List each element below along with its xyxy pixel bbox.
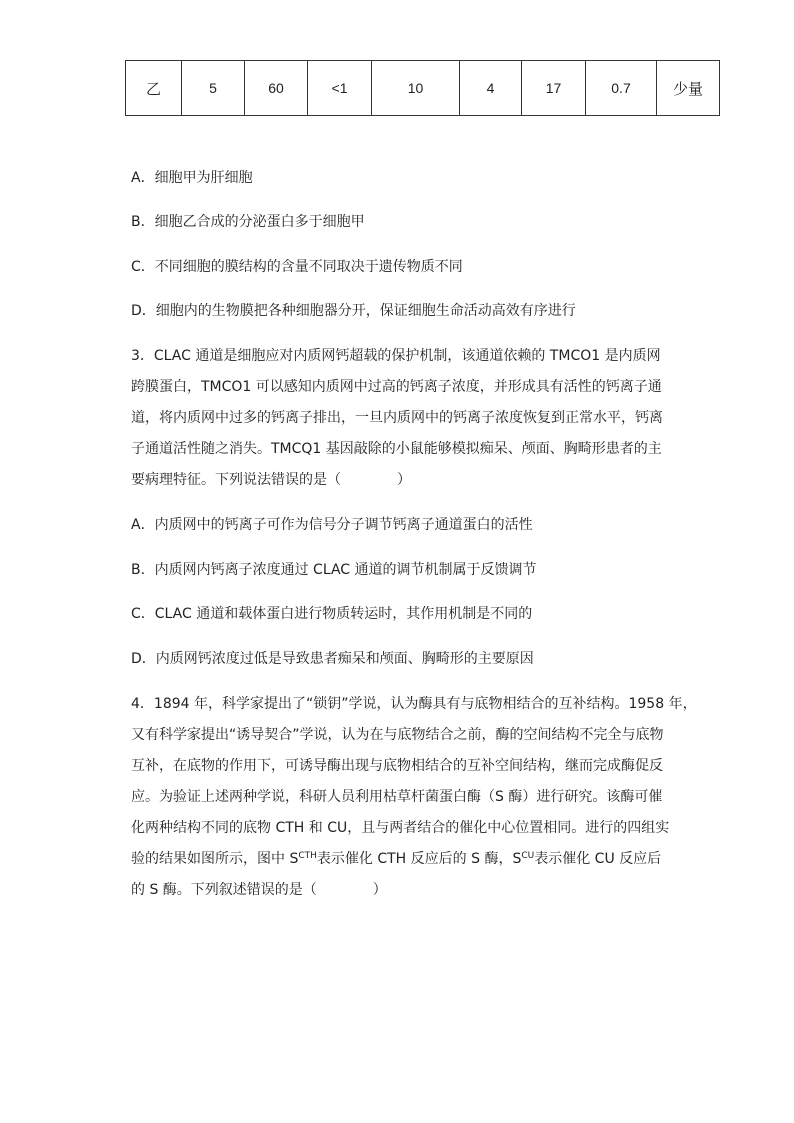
q3-stem-line: 跨膜蛋白，TMCO1 可以感知内质网中过高的钙离子浓度，并形成具有活性的钙离子通 — [131, 379, 662, 395]
table-cell: 少量 — [657, 61, 720, 116]
table-cell: 5 — [182, 61, 245, 116]
superscript-cu: CU — [521, 851, 535, 861]
table-row — [126, 61, 720, 116]
table-cell: 10 — [372, 61, 460, 116]
table-cell: 17 — [522, 61, 586, 116]
table-cell: 4 — [460, 61, 522, 116]
q4-stem-line — [131, 849, 661, 869]
q3-stem-line: 道，将内质网中过多的钙离子排出，一旦内质网中的钙离子浓度恢复到正常水平，钙离 — [131, 410, 663, 426]
q4-stem-line: 应。为验证上述两种学说，科研人员利用枯草杆菌蛋白酶（S 酶）进行研究。该酶可催 — [131, 789, 663, 805]
data-table — [125, 60, 720, 116]
q4-stem-line: 互补，在底物的作用下，可诱导酶出现与底物相结合的互补空间结构，继而完成酶促反 — [131, 758, 663, 774]
q4-line6-text: 验的结果如图所示，图中 S — [131, 851, 299, 867]
q3-stem-line: 要病理特征。下列说法错误的是（ ） — [131, 472, 411, 488]
q2-option-d: D．细胞内的生物膜把各种细胞器分开，保证细胞生命活动高效有序进行 — [131, 303, 576, 319]
q4-stem-line: 化两种结构不同的底物 CTH 和 CU，且与两者结合的催化中心位置相同。进行的四组实 — [131, 820, 670, 836]
q2-option-b: B．细胞乙合成的分泌蛋白多于细胞甲 — [131, 214, 365, 230]
q4-line6-text: 表示催化 CTH 反应后的 S 酶，S — [316, 851, 522, 867]
q3-option-b: B．内质网内钙离子浓度通过 CLAC 通道的调节机制属于反馈调节 — [131, 562, 537, 578]
table-cell: 60 — [245, 61, 308, 116]
superscript-cth: CTH — [298, 851, 317, 861]
q3-option-a: A．内质网中的钙离子可作为信号分子调节钙离子通道蛋白的活性 — [131, 517, 533, 533]
q4-stem-line: 又有科学家提出“诱导契合”学说，认为在与底物结合之前，酶的空间结构不完全与底物 — [131, 727, 664, 743]
q3-option-c: C．CLAC 通道和载体蛋白进行物质转运时，其作用机制是不同的 — [131, 606, 533, 622]
table-cell: <1 — [308, 61, 372, 116]
q4-stem-line: 4．1894 年，科学家提出了“锁钥”学说，认为酶具有与底物相结合的互补结构。1958 年， — [131, 696, 697, 712]
q3-stem-line: 子通道活性随之消失。TMCQ1 基因敲除的小鼠能够模拟痴呆、颅面、胸畸形患者的主 — [131, 441, 662, 457]
table-cell: 0.7 — [586, 61, 657, 116]
q4-stem-line: 的 S 酶。下列叙述错误的是（ ） — [131, 882, 387, 898]
q4-line6-text: 表示催化 CU 反应后 — [534, 851, 662, 867]
q2-option-c: C．不同细胞的膜结构的含量不同取决于遗传物质不同 — [131, 259, 463, 275]
q3-option-d: D．内质网钙浓度过低是导致患者痴呆和颅面、胸畸形的主要原因 — [131, 651, 534, 667]
q2-option-a: A．细胞甲为肝细胞 — [131, 170, 253, 186]
table-cell: 乙 — [126, 61, 182, 116]
q3-stem-line: 3．CLAC 通道是细胞应对内质网钙超载的保护机制，该通道依赖的 TMCO1 是内质网 — [131, 348, 661, 364]
